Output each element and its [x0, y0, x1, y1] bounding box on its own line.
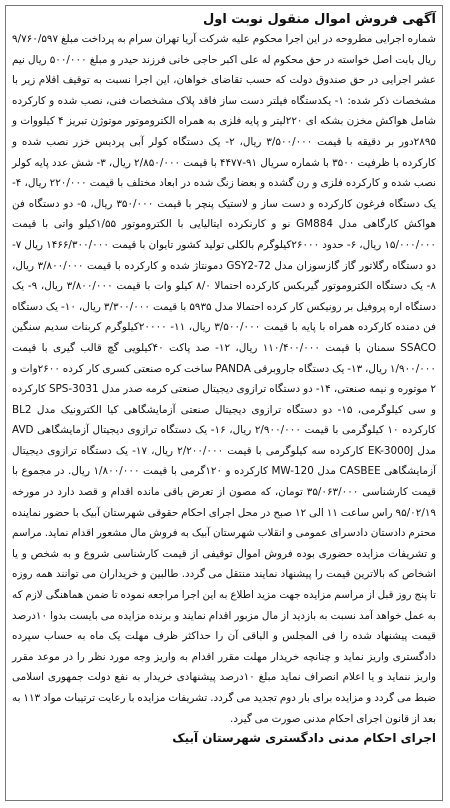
notice-title: آگهی فروش اموال منقول نوبت اول [202, 12, 436, 27]
notice-signature: اجرای احکام مدنی دادگستری شهرستان آبیک [172, 731, 436, 746]
notice-body: شماره اجرایی مطروحه در این اجرا محکوم علیه شرکت آریا تهران سرام به پرداخت مبلغ ۹/۷۶۰/۵۹۷ ریال بابت اصل خواسته در حق محکوم له علی اکبر حاجی خانی فرزند حیدر و مبلغ ۵۰۰/۰۰۰ ریال نیم عشر اجرایی در حق صندوق دولت که حسب تقاضای خواهان، این اجرا نسبت به توقیف اقلام زیر با مشخصات ذکر شده: ۱- یکدستگاه فیلتر دست ساز فاقد پلاک مشخصات فنی، نصب شده و کارکرده شامل هواکش مخزن بشکه ای ۲۲۰لیتر و پایه فلزی به همراه الکتروموتور موتوژن تبریز ۴ کیلووات و ۲۸۹۵دور بر دقیقه با قیمت ۳/۵۰۰/۰۰۰ ریال، ۲- یک دستگاه کولر آبی پردیس خزر نصب شده و کارکرده با ظرفیت ۳۵۰۰ با شماره سریال ۹۱-۴۴۷۷ با قیمت ۲/۸۵۰/۰۰۰ ریال، ۳- شش عدد پایه کولر نصب شده و کارکرده فلزی و رن گشده و بعضا زنگ شده در ابعاد مختلف با قیمت ۲۲۰/۰۰۰ ریال، ۴- یک دستگاه فرغون کارکرده و دست ساز و لاستیک پنچر با قیمت ۳۵۰/۰۰۰ ریال، ۵- دو دستگاه فن هواکش کارگاهی مدل GM884 نو و کارنکرده ایتالیایی با الکتروموتور ۱/۵۵کیلو واتی با قیمت ۱۵/۰۰۰/۰۰۰ ریال، ۶- حدود ۲۶۰۰۰کیلوگرم بالکلی تولید کشور تایوان با قیمت ۱۴۶۶/۳۰۰/۰۰۰ ریال ۷- دو دستگاه رگلاتور گاز گازسوزان مدل GSY2-72 دمونتاژ شده و کارکرده با قیمت ۳/۸۰۰/۰۰۰ ریال، ۸- یک دستگاه الکتروموتور گیربکس کارکرده احتمالا ۸/۰ کیلو وات با قیمت ۳/۸۰۰/۰۰۰ ریال، ۹- یک دستگاه اره پروفیل بر رونیکس کار کرده احتمالا مدل ۵۹۳۵ با قیمت ۳/۳۰۰/۰۰۰ ریال، ۱۰- یک دستگاه فن دمنده کارکرده همراه با پایه با قیمت ۳/۵۰۰/۰۰۰ ریال، ۱۱- ۲۰۰۰۰کیلوگرم کربنات سدیم سنگین SSACO سمنان با قیمت ۱۱۰/۴۰۰/۰۰۰ ریال، ۱۲- صد پاکت ۴۰کیلویی گچ قالب گیری با قیمت ۱/۹۰۰/۰۰۰ ریال، ۱۳- یک دستگاه جاروبرقی PANDA ساخت کره صنعتی کسری کار کرده ۲۶۰۰وات و ۲ موتوره و نیمه صنعتی، ۱۴- دو دستگاه ترازوی دیجیتال صنعتی کرمه صدر مدل SPS-3031 کارکرده و سی کیلوگرمی، ۱۵- دو دستگاه ترازوی دیجیتال صنعتی آزمایشگاهی کیا الکترونیک مدل BL2 کارکرده ۱۰ کیلوگرمی با قیمت ۲/۹۰۰/۰۰۰ ریال، ۱۶- یک دستگاه ترازوی دیجیتال آزمایشگاهی AVD مدل EK-3000J کارکرده سه کیلوگرمی با قیمت ۲/۲۰۰/۰۰۰ ریال، ۱۷- یک دستگاه ترازوی دیجیتال آزمایشگاهی CASBEE مدل MW-120 کارکرده و ۱۲۰گرمی با قیمت ۱/۸۰۰/۰۰۰ ریال. در مجموع با قیمت کارشناسی ۳۵/۰۶۳/۰۰۰ تومان، که مصون از تعرض باقی مانده اقدام و قصد دارد در مورخه ۹۵/۰۲/۱۹ راس ساعت ۱۱ الی ۱۲ صبح در محل اجرای احکام حقوقی شهرستان آبیک با حضور نماینده محترم دادستان دادسرای عمومی و انقلاب شهرستان آبیک به فروش مال مشعور اقدام نماید. مراسم و تشریفات مزایده حضوری بوده فروش اموال توقیفی از قیمت کارشناسی شروع و به شخص و یا اشخاص که بالاترین قیمت را پیشنهاد نمایند منتقل می گردد. طالبین و خریداران می توانند همه روزه تا پنج روز قبل از مراسم مزایده جهت مزید اطلاع به این اجرا مراجعه نموده تا ضمن هماهنگی لازم که به عمل خواهد آمد نسبت به بازدید از مال مزبور اقدام نمایند و برنده مزایده می بایست بدوا ۱۰درصد قیمت پیشنهاد شده را فی المجلس و الباقی آن را حداکثر ظرف مهلت یک ماه به حساب سپرده دادگستری واریز نماید و چنانچه خریدار مهلت مقرر اقدام به واریز وجه مورد نظر را در موعد مقرر واریز ننماید و یا اعلام انصراف نماید مبلغ ۱۰درصد پیشنهادی خریدار به نفع دولت جمهوری اسلامی ضبط می گردد و مزایده برای بار دوم تجدید می گردد. تشریفات مزایده با رعایت ترتیبات مواد ۱۱۳ به بعد از قانون اجرای احکام مدنی صورت می گیرد. [12, 33, 437, 725]
legal-notice [5, 5, 443, 801]
